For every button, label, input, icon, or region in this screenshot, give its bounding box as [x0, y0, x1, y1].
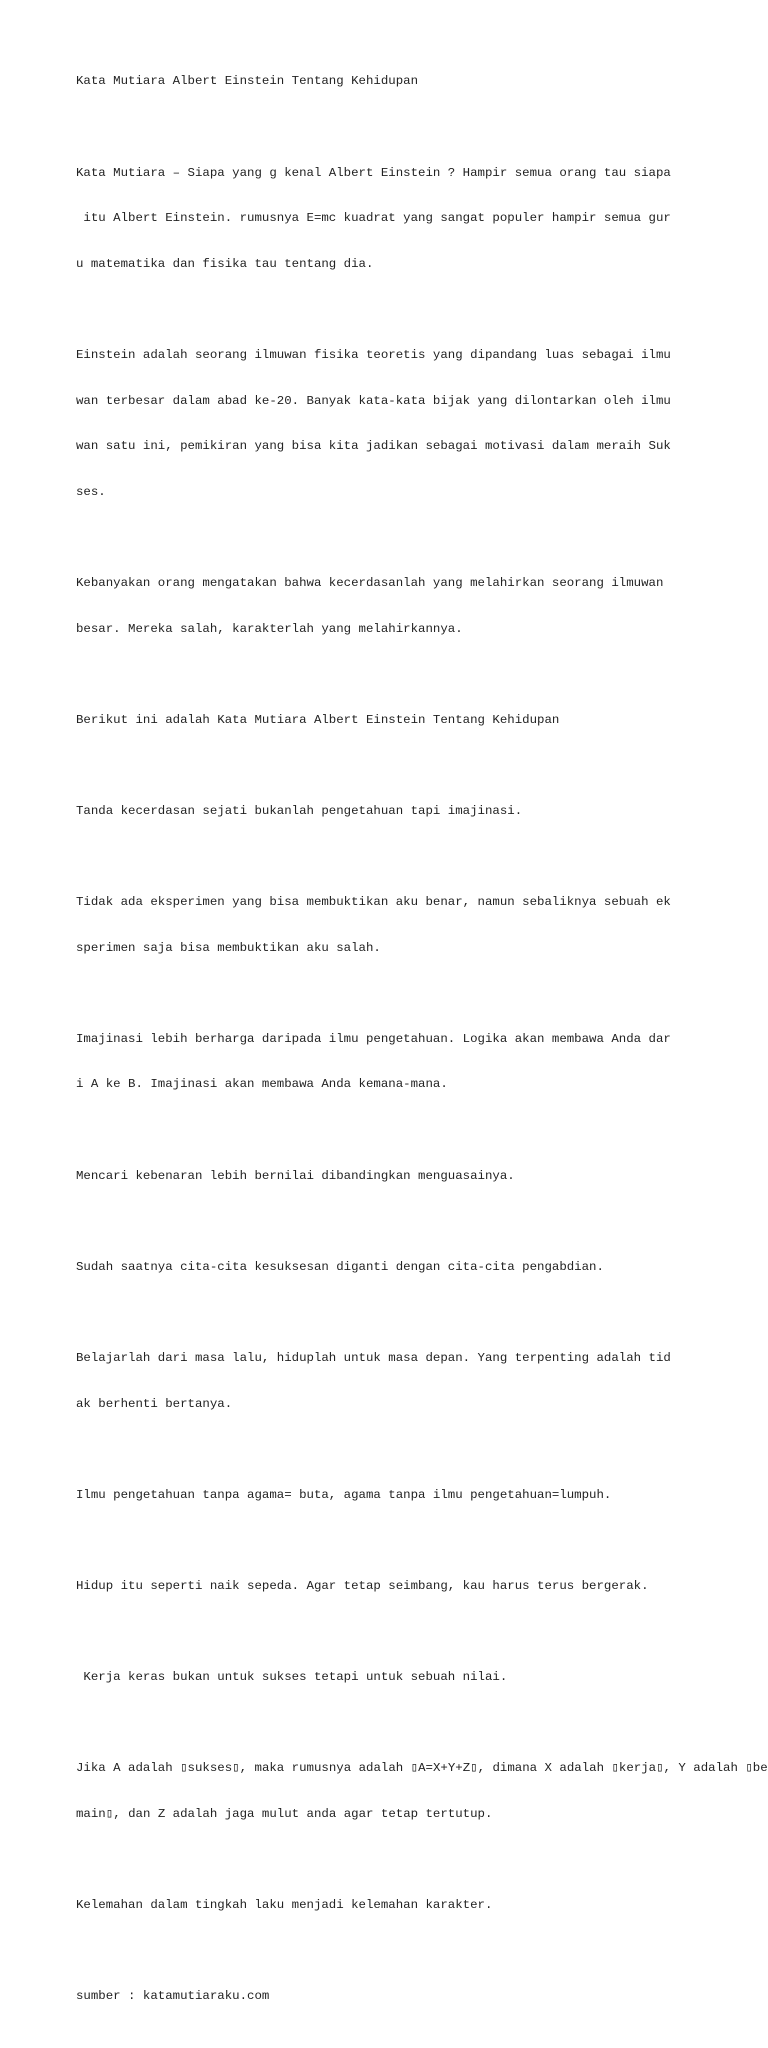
quotes-heading: Berikut ini adalah Kata Mutiara Albert Einstein Tentang Kehidupan — [76, 712, 560, 727]
quote-service: Sudah saatnya cita-cita kesuksesan diganti dengan cita-cita pengabdian. — [76, 1259, 604, 1274]
quote-logic: Imajinasi lebih berharga daripada ilmu pengetahuan. Logika akan membawa Anda dar i A ke B. Imajinasi akan membawa Anda kemana-mana. — [76, 1031, 671, 1092]
character-paragraph: Kebanyakan orang mengatakan bahwa kecerdasanlah yang melahirkan seorang ilmuwan besar. Mereka salah, karakterlah yang melahirkannya. — [76, 575, 664, 636]
quote-science-religion: Ilmu pengetahuan tanpa agama= buta, agama tanpa ilmu pengetahuan=lumpuh. — [76, 1487, 612, 1502]
quote-weakness: Kelemahan dalam tingkah laku menjadi kelemahan karakter. — [76, 1898, 493, 1913]
quote-truth: Mencari kebenaran lebih bernilai dibandingkan menguasainya. — [76, 1168, 515, 1183]
quote-success-formula: Jika A adalah ▯sukses▯, maka rumusnya adalah ▯A=X+Y+Z▯, dimana X adalah ▯kerja▯, Y adalah ▯be main▯, dan Z adalah jaga mulut anda agar tetap tertutup. — [76, 1761, 768, 1821]
document-title: Kata Mutiara Albert Einstein Tentang Kehidupan — [76, 74, 419, 89]
einstein-description-paragraph: Einstein adalah seorang ilmuwan fisika teoretis yang dipandang luas sebagai ilmu wan terbesar dalam abad ke-20. Banyak kata-kata bijak yang dilontarkan oleh ilmu wan satu ini, pemikiran yang bisa kita jadikan sebagai motivasi dalam meraih Suk ses. — [76, 347, 671, 499]
document-body — [76, 44, 768, 2048]
intro-paragraph: Kata Mutiara – Siapa yang g kenal Albert Einstein ? Hampir semua orang tau siapa itu Albert Einstein. rumusnya E=mc kuadrat yang sangat populer hampir semua gur u matematika dan fisika tau tentang dia. — [76, 165, 671, 271]
quote-learning: Belajarlah dari masa lalu, hiduplah untuk masa depan. Yang terpenting adalah tid ak berhenti bertanya. — [76, 1351, 671, 1411]
quote-experiment: Tidak ada eksperimen yang bisa membuktikan aku benar, namun sebaliknya sebuah ek sperimen saja bisa membuktikan aku salah. — [76, 895, 671, 955]
source-line: sumber : katamutiaraku.com — [76, 1989, 270, 2004]
quote-imagination: Tanda kecerdasan sejati bukanlah pengetahuan tapi imajinasi. — [76, 803, 523, 818]
quote-bicycle: Hidup itu seperti naik sepeda. Agar tetap seimbang, kau harus terus bergerak. — [76, 1579, 649, 1593]
quote-hard-work: Kerja keras bukan untuk sukses tetapi untuk sebuah nilai. — [76, 1670, 508, 1685]
